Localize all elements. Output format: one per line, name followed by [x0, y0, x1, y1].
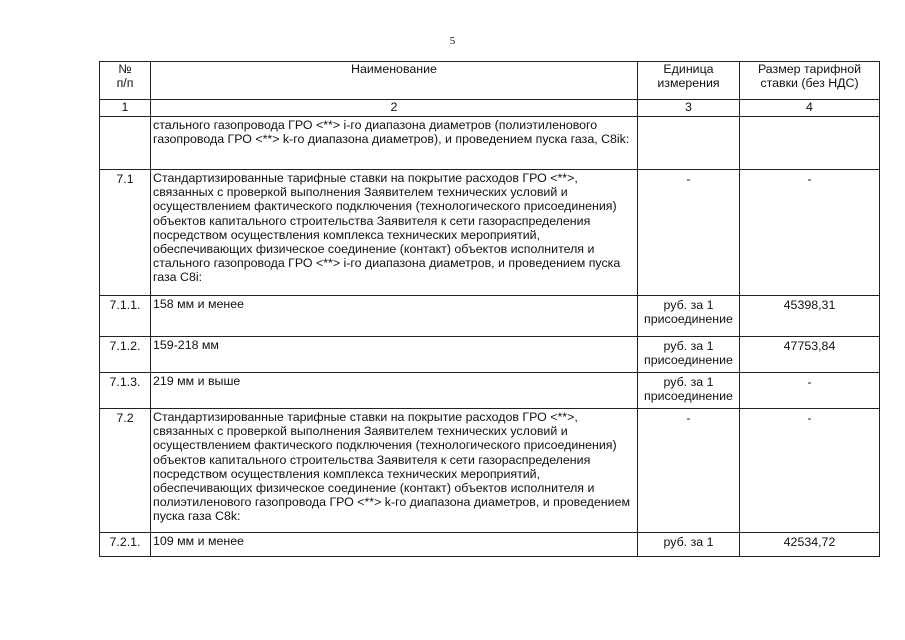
- tariff-table: [99, 61, 880, 557]
- column-index-row: [100, 100, 880, 117]
- row-name: стального газопровода ГРО <**> i-го диапазона диаметров (полиэтиленового газопровода ГРО <**> k-го диапазона диаметров), и проведением пуска газа, C8ik:: [151, 117, 638, 170]
- row-num: 7.1.3.: [100, 373, 151, 409]
- row-name: 159-218 мм: [151, 337, 638, 373]
- header-num: [100, 62, 151, 100]
- table-row: [100, 337, 880, 373]
- row-unit: -: [638, 409, 740, 533]
- header-rate-text: Размер тарифной ставки (без НДС): [757, 62, 862, 91]
- table-row: [100, 409, 880, 533]
- table-row: [100, 373, 880, 409]
- row-num: 7.2.1.: [100, 533, 151, 557]
- table-row: [100, 117, 880, 170]
- row-unit: [638, 117, 740, 170]
- row-rate: [740, 117, 880, 170]
- page-number: 5: [449, 35, 456, 47]
- row-rate: 47753,84: [740, 337, 880, 373]
- header-rate: [740, 62, 880, 100]
- row-name: 109 мм и менее: [151, 533, 638, 557]
- row-unit: руб. за 1 присоединение: [638, 296, 740, 337]
- row-num: 7.1.1.: [100, 296, 151, 337]
- header-unit-text: Единица измерения: [657, 62, 720, 91]
- table-row: [100, 296, 880, 337]
- row-num: 7.2: [100, 409, 151, 533]
- header-num-text: № п/п: [116, 62, 134, 91]
- row-name: 219 мм и выше: [151, 373, 638, 409]
- header-name: [151, 62, 638, 100]
- table-row: [100, 533, 880, 557]
- row-unit: -: [638, 170, 740, 296]
- column-index-2: 2: [151, 100, 638, 117]
- row-name: 158 мм и менее: [151, 296, 638, 337]
- row-rate: 45398,31: [740, 296, 880, 337]
- row-unit: руб. за 1 присоединение: [638, 373, 740, 409]
- row-num: 7.1: [100, 170, 151, 296]
- column-index-3: 3: [638, 100, 740, 117]
- row-rate: -: [740, 409, 880, 533]
- row-unit: руб. за 1: [638, 533, 740, 557]
- column-index-4: 4: [740, 100, 880, 117]
- column-index-1: 1: [100, 100, 151, 117]
- header-name-text: Наименование: [351, 62, 437, 76]
- row-num: [100, 117, 151, 170]
- row-num: 7.1.2.: [100, 337, 151, 373]
- row-rate: -: [740, 170, 880, 296]
- row-unit: руб. за 1 присоединение: [638, 337, 740, 373]
- header-unit: [638, 62, 740, 100]
- row-rate: -: [740, 373, 880, 409]
- row-rate: 42534,72: [740, 533, 880, 557]
- table-row: [100, 170, 880, 296]
- row-name: Стандартизированные тарифные ставки на покрытие расходов ГРО <**>, связанных с проверкой выполнения Заявителем технических условий и осуществлением фактического подключения (технологического присоединения) объектов капитального строительства Заявителя к сети газораспределения посредством осуществления комплекса технических мероприятий, обеспечивающих физическое соединение (контакт) объектов исполнителя и стального газопровода ГРО <**> i-го диапазона диаметров, и проведением пуска газа C8i:: [151, 170, 638, 296]
- row-name: Стандартизированные тарифные ставки на покрытие расходов ГРО <**>, связанных с проверкой выполнения Заявителем технических условий и осуществлением фактического подключения (технологического присоединения) объектов капитального строительства Заявителя к сети газораспределения посредством осуществления комплекса технических мероприятий, обеспечивающих физическое соединение (контакт) объектов исполнителя и полиэтиленового газопровода ГРО <**> k-го диапазона диаметров, и проведением пуска газа C8k:: [151, 409, 638, 533]
- table-header-row: [100, 62, 880, 100]
